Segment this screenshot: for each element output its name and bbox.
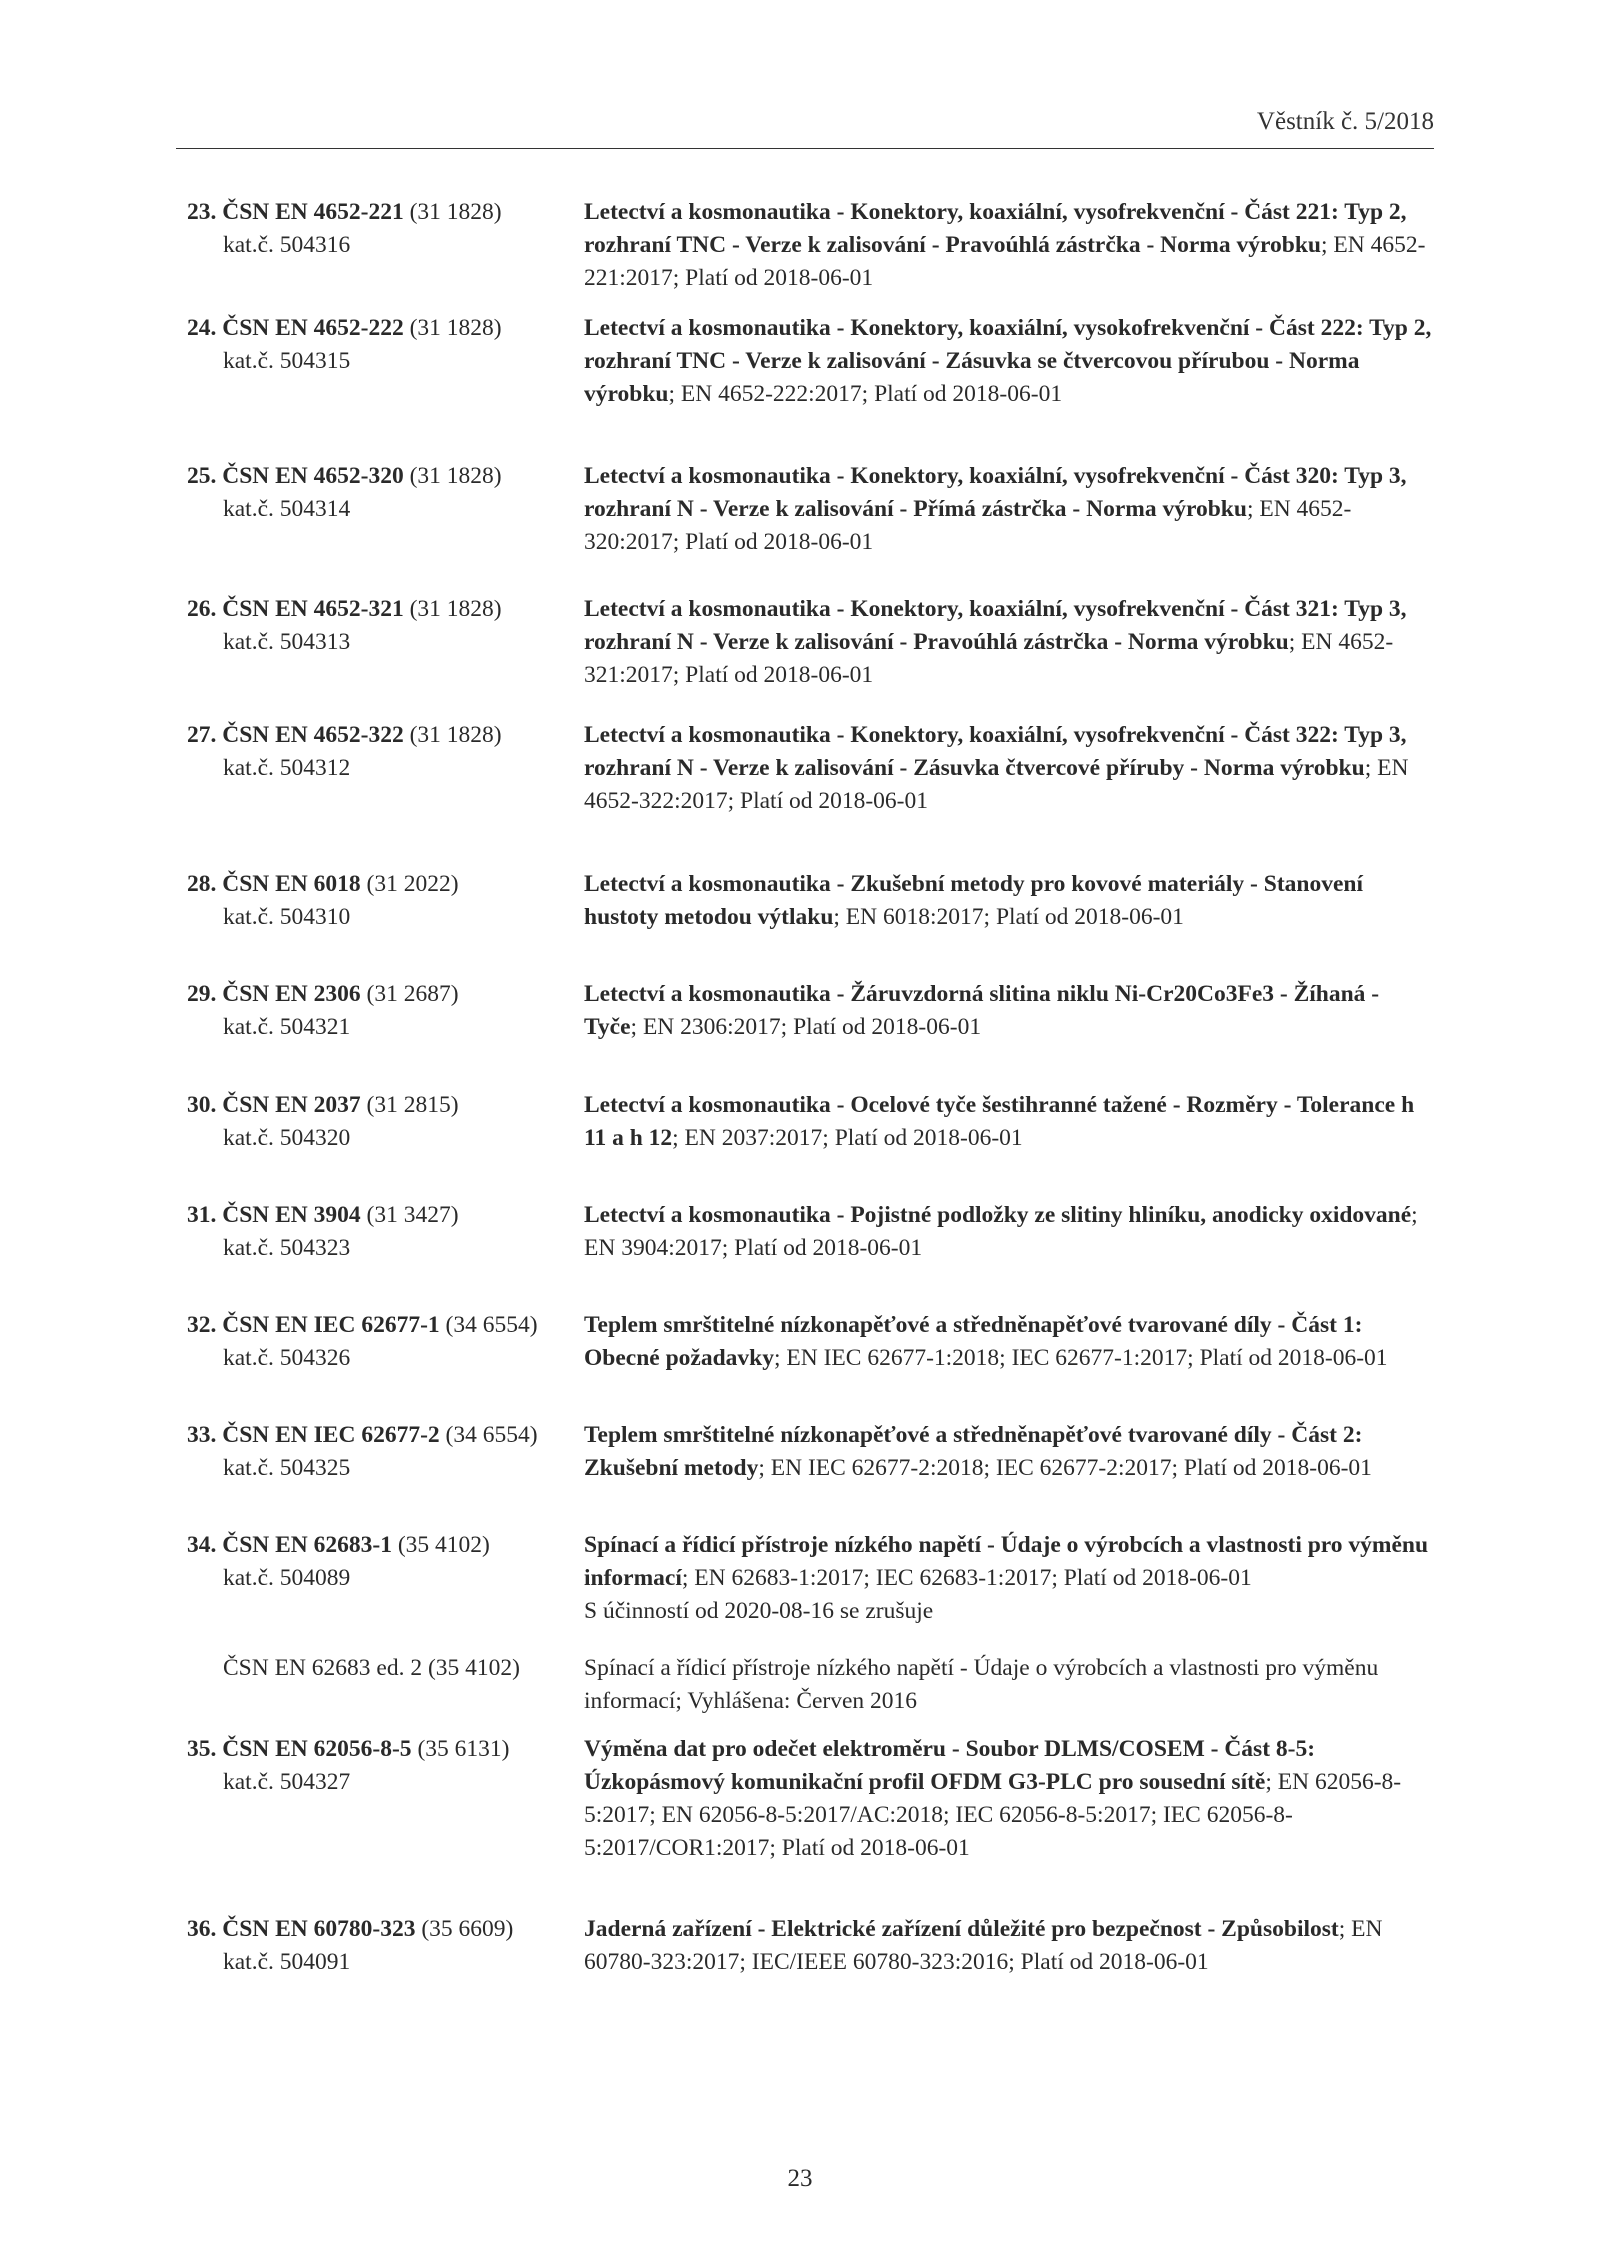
standard-code: ČSN EN 2037 <box>222 1092 361 1118</box>
standard-entry <box>187 978 1437 1089</box>
catalog-number: kat.č. 504091 <box>223 1949 351 1975</box>
journal-title: Věstník č. 5/2018 <box>1256 108 1434 135</box>
standard-code: ČSN EN 4652-222 <box>222 315 404 341</box>
catalog-number: kat.č. 504323 <box>223 1235 351 1261</box>
entry-number: 28. <box>187 871 217 897</box>
standard-entry <box>187 868 1437 978</box>
classification: (35 4102) <box>397 1532 490 1558</box>
entry-identifier <box>187 978 577 1044</box>
page-header <box>176 108 1434 149</box>
standard-code: ČSN EN 6018 <box>222 871 361 897</box>
standard-title: Letectví a kosmonautika - Žáruvzdorná slitina niklu Ni-Cr20Co3Fe3 - Žíhaná - Tyče <box>584 981 1380 1040</box>
entry-identifier <box>187 1913 577 1979</box>
entry-description <box>584 1419 1437 1485</box>
standards-list <box>187 196 1437 1993</box>
standard-code: ČSN EN 4652-321 <box>222 596 404 622</box>
entry-identifier <box>187 1419 577 1485</box>
catalog-number: kat.č. 504321 <box>223 1014 351 1040</box>
standard-details: ; EN 6018:2017; Platí od 2018-06-01 <box>833 904 1184 930</box>
standard-entry <box>187 312 1437 460</box>
standard-entry <box>187 593 1437 719</box>
replaced-standard-description: Spínací a řídicí přístroje nízkého napětí - Údaje o výrobcích a vlastnosti pro výměnu informací; Vyhlášena: Červen 2016 <box>584 1655 1379 1714</box>
entry-number: 23. <box>187 199 217 225</box>
standard-title: Výměna dat pro odečet elektroměru - Soubor DLMS/COSEM - Část 8-5: Úzkopásmový komunikační profil OFDM G3-PLC pro sousední sítě <box>584 1736 1316 1795</box>
standard-entry <box>187 460 1437 593</box>
entry-description <box>584 1529 1437 1595</box>
entry-number: 35. <box>187 1736 217 1762</box>
entry-description <box>584 312 1437 411</box>
entry-identifier <box>187 1089 577 1155</box>
standard-code: ČSN EN 62056-8-5 <box>222 1736 412 1762</box>
standard-details: ; EN 4652-222:2017; Platí od 2018-06-01 <box>668 381 1063 407</box>
entry-description <box>584 1309 1437 1375</box>
entry-identifier <box>187 1733 577 1799</box>
standard-code: ČSN EN 3904 <box>222 1202 361 1228</box>
classification: (34 6554) <box>445 1422 538 1448</box>
standard-title: Letectví a kosmonautika - Konektory, koaxiální, vysofrekvenční - Část 321: Typ 3, rozhraní N - Verze k zalisování - Pravoúhlá zástrčka - Norma výrobku <box>584 596 1407 655</box>
entry-identifier <box>187 312 577 378</box>
standard-entry <box>187 196 1437 312</box>
entry-identifier <box>187 1199 577 1265</box>
standard-details: ; EN 2306:2017; Platí od 2018-06-01 <box>630 1014 982 1040</box>
entry-description <box>584 719 1437 818</box>
catalog-number: kat.č. 504310 <box>223 904 351 930</box>
classification: (31 1828) <box>409 199 502 225</box>
standard-title: Letectví a kosmonautika - Zkušební metody pro kovové materiály - Stanovení hustoty metodou výtlaku <box>584 871 1363 930</box>
catalog-number: kat.č. 504312 <box>223 755 351 781</box>
entry-number: 33. <box>187 1422 217 1448</box>
standard-title: Letectví a kosmonautika - Konektory, koaxiální, vysofrekvenční - Část 320: Typ 3, rozhraní N - Verze k zalisování - Přímá zástrčka - Norma výrobku <box>584 463 1407 522</box>
standard-title: Letectví a kosmonautika - Konektory, koaxiální, vysokofrekvenční - Část 222: Typ 2, rozhraní TNC - Verze k zalisování - Zásuvka se čtvercovou přírubou - Norma výrobku <box>584 315 1432 407</box>
classification: (31 1828) <box>409 463 502 489</box>
entry-identifier <box>187 196 577 262</box>
standard-code: ČSN EN 4652-320 <box>222 463 404 489</box>
entry-number: 27. <box>187 722 217 748</box>
entry-description <box>584 460 1437 559</box>
standard-entry <box>187 719 1437 868</box>
entry-description <box>584 1913 1437 1979</box>
standard-entry <box>187 1529 1437 1733</box>
standard-details: ; EN 60780-323:2017; IEC/IEEE 60780-323:2016; Platí od 2018-06-01 <box>584 1916 1383 1975</box>
classification: (31 2815) <box>366 1092 459 1118</box>
catalog-number: kat.č. 504326 <box>223 1345 351 1371</box>
standard-title: Spínací a řídicí přístroje nízkého napětí - Údaje o výrobcích a vlastnosti pro výměnu informací <box>584 1532 1429 1591</box>
entry-description <box>584 1199 1437 1265</box>
standard-entry <box>187 1733 1437 1913</box>
classification: (35 6609) <box>421 1916 514 1942</box>
entry-number: 36. <box>187 1916 217 1942</box>
classification: (35 6131) <box>417 1736 510 1762</box>
standard-details: ; EN 4652-321:2017; Platí od 2018-06-01 <box>584 629 1394 688</box>
classification: (31 1828) <box>409 596 502 622</box>
page-number: 23 <box>787 2165 813 2192</box>
standard-details: ; EN 62056-8-5:2017; EN 62056-8-5:2017/AC:2018; IEC 62056-8-5:2017; IEC 62056-8-5:2017/COR1:2017; Platí od 2018-06-01 <box>584 1769 1402 1861</box>
entry-number: 29. <box>187 981 217 1007</box>
standard-details: ; EN IEC 62677-2:2018; IEC 62677-2:2017; Platí od 2018-06-01 <box>758 1455 1372 1481</box>
entry-description <box>584 978 1437 1044</box>
standard-title: Letectví a kosmonautika - Ocelové tyče šestihranné tažené - Rozměry - Tolerance h 11 a h 12 <box>584 1092 1415 1151</box>
entry-number: 31. <box>187 1202 217 1228</box>
entry-identifier <box>187 460 577 526</box>
entry-description <box>584 593 1437 692</box>
entry-description <box>584 1733 1437 1865</box>
catalog-number: kat.č. 504089 <box>223 1565 351 1591</box>
entry-identifier <box>187 719 577 785</box>
standard-title: Jaderná zařízení - Elektrické zařízení důležité pro bezpečnost - Způsobilost <box>584 1916 1339 1942</box>
standard-details: ; EN 2037:2017; Platí od 2018-06-01 <box>672 1125 1023 1151</box>
standard-code: ČSN EN 4652-322 <box>222 722 404 748</box>
standard-entry <box>187 1419 1437 1529</box>
entry-number: 30. <box>187 1092 217 1118</box>
withdrawal-note: S účinností od 2020-08-16 se zrušuje <box>584 1598 934 1624</box>
entry-identifier <box>187 868 577 934</box>
entry-description <box>584 196 1437 295</box>
standard-code: ČSN EN 62683-1 <box>222 1532 392 1558</box>
standard-code: ČSN EN 2306 <box>222 981 361 1007</box>
entry-number: 32. <box>187 1312 217 1338</box>
entry-number: 25. <box>187 463 217 489</box>
standard-entry <box>187 1913 1437 1993</box>
classification: (31 2022) <box>366 871 459 897</box>
catalog-number: kat.č. 504313 <box>223 629 351 655</box>
standard-code: ČSN EN 60780-323 <box>222 1916 416 1942</box>
catalog-number: kat.č. 504320 <box>223 1125 351 1151</box>
standard-title: Teplem smrštitelné nízkonapěťové a středněnapěťové tvarované díly - Část 1: Obecné požadavky <box>584 1312 1363 1371</box>
catalog-number: kat.č. 504325 <box>223 1455 351 1481</box>
standard-title: Letectví a kosmonautika - Pojistné podložky ze slitiny hliníku, anodicky oxidované <box>584 1202 1412 1228</box>
standard-entry <box>187 1309 1437 1419</box>
standard-code: ČSN EN 4652-221 <box>222 199 404 225</box>
classification: (31 1828) <box>409 315 502 341</box>
entry-number: 34. <box>187 1532 217 1558</box>
standard-details: ; EN 62683-1:2017; IEC 62683-1:2017; Platí od 2018-06-01 <box>681 1565 1252 1591</box>
classification: (31 2687) <box>366 981 459 1007</box>
catalog-number: kat.č. 504315 <box>223 348 351 374</box>
classification: (31 3427) <box>366 1202 459 1228</box>
standard-title: Letectví a kosmonautika - Konektory, koaxiální, vysofrekvenční - Část 221: Typ 2, rozhraní TNC - Verze k zalisování - Pravoúhlá zástrčka - Norma výrobku <box>584 199 1407 258</box>
standard-entry <box>187 1199 1437 1309</box>
standard-entry <box>187 1089 1437 1199</box>
standard-details: ; EN 3904:2017; Platí od 2018-06-01 <box>584 1202 1418 1261</box>
entry-description <box>584 1089 1437 1155</box>
entry-identifier <box>187 1529 577 1595</box>
standard-details: ; EN 4652-320:2017; Platí od 2018-06-01 <box>584 496 1352 555</box>
entry-description <box>584 868 1437 934</box>
entry-identifier <box>187 1309 577 1375</box>
standard-details: ; EN IEC 62677-1:2018; IEC 62677-1:2017; Platí od 2018-06-01 <box>773 1345 1388 1371</box>
catalog-number: kat.č. 504327 <box>223 1769 351 1795</box>
entry-identifier <box>187 593 577 659</box>
standard-code: ČSN EN IEC 62677-1 <box>222 1312 440 1338</box>
replaced-standard <box>187 1652 1437 1718</box>
classification: (34 6554) <box>445 1312 538 1338</box>
standard-code: ČSN EN IEC 62677-2 <box>222 1422 440 1448</box>
standard-details: ; EN 4652-221:2017; Platí od 2018-06-01 <box>584 232 1426 291</box>
standard-details: ; EN 4652-322:2017; Platí od 2018-06-01 <box>584 755 1409 814</box>
standard-title: Letectví a kosmonautika - Konektory, koaxiální, vysofrekvenční - Část 322: Typ 3, rozhraní N - Verze k zalisování - Zásuvka čtvercové příruby - Norma výrobku <box>584 722 1407 781</box>
catalog-number: kat.č. 504314 <box>223 496 351 522</box>
catalog-number: kat.č. 504316 <box>223 232 351 258</box>
replaced-standard-code: ČSN EN 62683 ed. 2 (35 4102) <box>223 1655 520 1681</box>
entry-number: 26. <box>187 596 217 622</box>
entry-number: 24. <box>187 315 217 341</box>
standard-title: Teplem smrštitelné nízkonapěťové a středněnapěťové tvarované díly - Část 2: Zkušební metody <box>584 1422 1363 1481</box>
classification: (31 1828) <box>409 722 502 748</box>
